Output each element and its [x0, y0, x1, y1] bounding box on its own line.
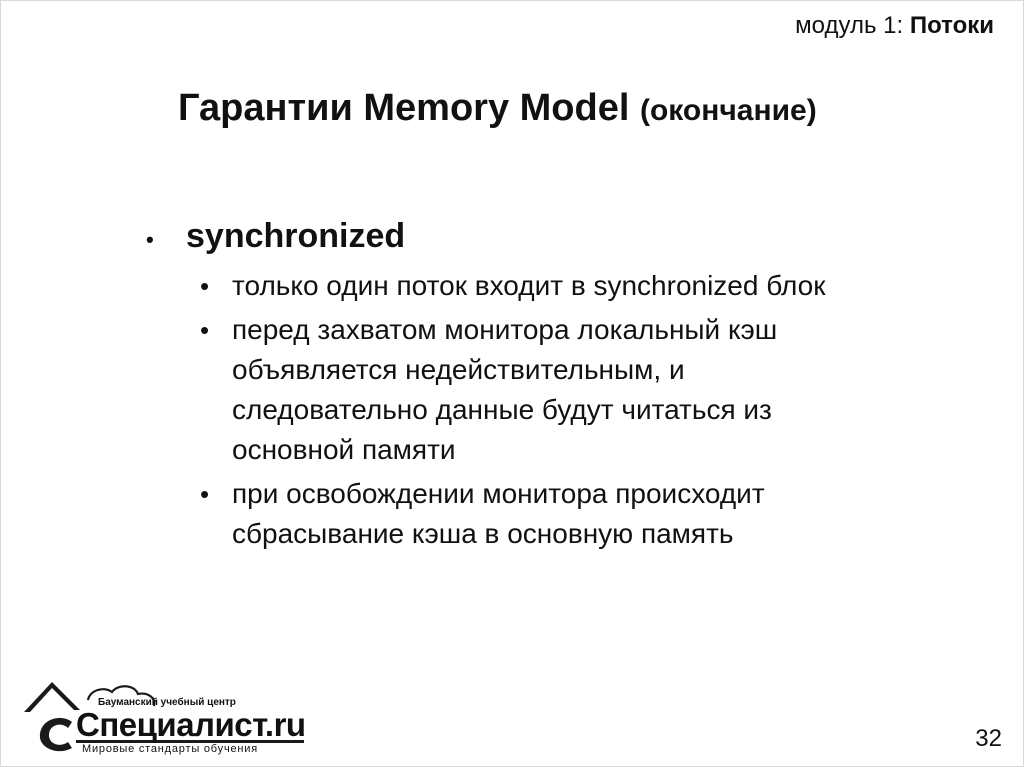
bullet-list [146, 212, 946, 558]
sub-bullet-item [200, 310, 946, 470]
sub-bullet-line: сбрасывание кэша в основную память [232, 518, 734, 549]
sub-bullet-line: следовательно данные будут читаться из [232, 394, 772, 425]
module-label: модуль 1: [795, 12, 904, 39]
sub-bullet-line: при освобождении монитора происходит [232, 478, 765, 509]
sub-bullet-line: основной памяти [232, 434, 456, 465]
sub-bullet-list [200, 266, 946, 554]
module-topic: Потоки [909, 12, 994, 39]
slide-title-main: Гарантии Memory Model [178, 87, 630, 129]
slide-title-sub: (окончание) [639, 94, 817, 127]
bullet-synchronized-text: synchronized [186, 217, 406, 255]
sub-bullet-item [200, 474, 946, 554]
bullet-dot-icon: • [200, 315, 210, 345]
sub-bullet-line: перед захватом монитора локальный кэш [232, 314, 778, 345]
bullet-synchronized [146, 212, 946, 260]
logo-tagline: Мировые стандарты обучения [82, 743, 258, 755]
page-number: 32 [975, 725, 1002, 752]
specialist-logo [18, 678, 318, 758]
logo-main-text: Специалист.ru [76, 706, 306, 743]
module-header [795, 10, 994, 42]
logo-small-text: Бауманский учебный центр [98, 697, 236, 708]
sub-bullet-line: только один поток входит в synchronized блок [232, 270, 826, 301]
bullet-dot-icon: • [146, 227, 154, 252]
sub-bullet-line: объявляется недействительным, и [232, 354, 685, 385]
sub-bullet-item [200, 266, 946, 306]
bullet-dot-icon: • [200, 479, 210, 509]
bullet-dot-icon: • [200, 271, 210, 301]
slide-title [178, 82, 817, 137]
